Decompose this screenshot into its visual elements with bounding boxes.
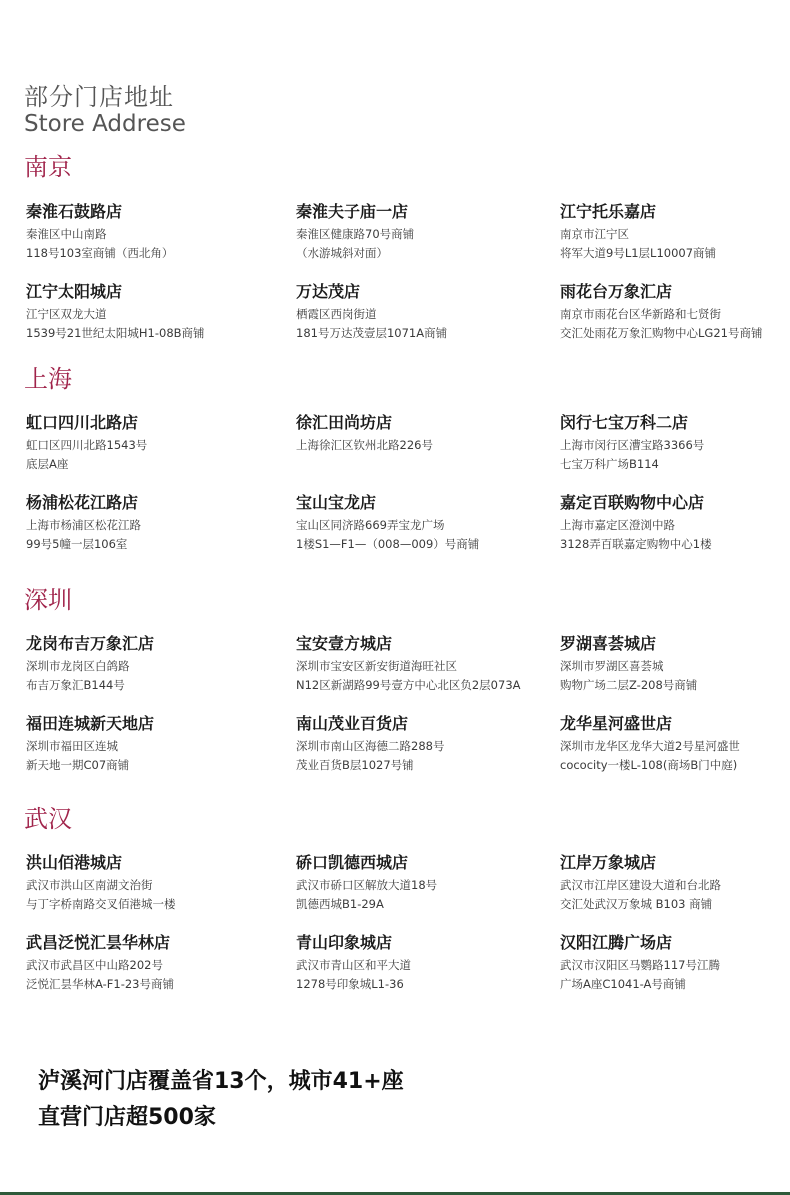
store-name: 龙华星河盛世店 — [560, 714, 673, 733]
store-name: 万达茂店 — [296, 282, 361, 301]
store-name: 武昌泛悦汇昙华林店 — [26, 933, 171, 952]
store-item — [560, 201, 790, 263]
store-address-line1: 武汉市洪山区南湖文治街 — [26, 878, 153, 892]
store-address-line1: 秦淮区健康路70号商铺 — [296, 227, 415, 241]
store-address-line1: 武汉市汉阳区马鹦路117号江腾 — [560, 958, 720, 972]
footer-line-store-count: 直营门店超500家 — [38, 1105, 216, 1130]
store-address-line1: 江宁区双龙大道 — [26, 307, 107, 321]
store-address-line1: 深圳市南山区海德二路288号 — [296, 739, 445, 753]
store-address-line2: 新天地一期C07商铺 — [26, 758, 130, 772]
store-name: 龙岗布吉万象汇店 — [26, 634, 155, 653]
store-item — [296, 492, 536, 554]
store-address-line1: 秦淮区中山南路 — [26, 227, 107, 241]
store-name: 宝安壹方城店 — [296, 634, 393, 653]
store-item — [296, 932, 536, 994]
store-name: 徐汇田尚坊店 — [296, 413, 393, 432]
store-address-line1: 上海市闵行区漕宝路3366号 — [560, 438, 705, 452]
city-heading-wuhan: 武汉 — [24, 805, 72, 833]
store-item — [26, 932, 266, 994]
store-item — [560, 713, 790, 775]
store-name: 洪山佰港城店 — [26, 853, 123, 872]
store-address-line2: 与丁字桥南路交叉佰港城一楼 — [26, 897, 176, 911]
store-address-line2: 1278号印象城L1-36 — [296, 977, 404, 991]
footer-line-coverage: 泸溪河门店覆盖省13个，城市41+座 — [38, 1069, 404, 1094]
store-address-line1: 武汉市硚口区解放大道18号 — [296, 878, 438, 892]
store-address-line1: 深圳市龙岗区白鸽路 — [26, 659, 130, 673]
store-item — [26, 633, 266, 695]
store-address-line1: 宝山区同济路669弄宝龙广场 — [296, 518, 445, 532]
store-item — [296, 852, 536, 914]
store-item — [26, 412, 266, 474]
store-name: 江岸万象城店 — [560, 853, 657, 872]
store-address-line2: 底层A座 — [26, 457, 69, 471]
store-address-line1: 上海徐汇区钦州北路226号 — [296, 438, 433, 452]
store-address-line2: 99号5幢一层106室 — [26, 537, 128, 551]
store-address-line1: 上海市杨浦区松花江路 — [26, 518, 141, 532]
page-title-cn: 部分门店地址 — [24, 83, 174, 111]
store-address-line1: 武汉市青山区和平大道 — [296, 958, 411, 972]
city-heading-nanjing: 南京 — [24, 153, 72, 181]
store-name: 雨花台万象汇店 — [560, 282, 673, 301]
store-item — [296, 633, 536, 695]
store-name: 杨浦松花江路店 — [26, 493, 139, 512]
store-address-line2: 七宝万科广场B114 — [560, 457, 659, 471]
store-item — [560, 412, 790, 474]
store-address-line2: 泛悦汇昙华林A-F1-23号商铺 — [26, 977, 174, 991]
store-address-line2: 凯德西城B1-29A — [296, 897, 384, 911]
store-name: 汉阳江腾广场店 — [560, 933, 673, 952]
store-name: 福田连城新天地店 — [26, 714, 155, 733]
store-name: 青山印象城店 — [296, 933, 393, 952]
store-address-line1: 栖霞区西岗街道 — [296, 307, 377, 321]
store-address-line2: 交汇处雨花万象汇购物中心LG21号商铺 — [560, 326, 763, 340]
store-address-line2: 将军大道9号L1层L10007商铺 — [560, 246, 717, 260]
store-item — [26, 281, 266, 343]
city-heading-shanghai: 上海 — [24, 365, 72, 393]
page-header — [24, 82, 186, 138]
footer-summary — [38, 1064, 404, 1136]
store-item — [296, 281, 536, 343]
store-address-line1: 虹口区四川北路1543号 — [26, 438, 148, 452]
store-address-line2: N12区新湖路99号壹方中心北区负2层073A — [296, 678, 521, 692]
store-name: 秦淮夫子庙一店 — [296, 202, 409, 221]
store-item — [296, 412, 536, 455]
store-item — [560, 852, 790, 914]
store-address-line1: 深圳市宝安区新安街道海旺社区 — [296, 659, 457, 673]
store-name: 罗湖喜荟城店 — [560, 634, 657, 653]
store-address-line1: 南京市雨花台区华新路和七贤街 — [560, 307, 721, 321]
store-name: 虹口四川北路店 — [26, 413, 139, 432]
store-address-line2: 118号103室商铺（西北角） — [26, 246, 174, 260]
store-address-line1: 南京市江宁区 — [560, 227, 629, 241]
store-item — [26, 492, 266, 554]
store-address-line1: 深圳市福田区连城 — [26, 739, 118, 753]
store-name: 江宁托乐嘉店 — [560, 202, 657, 221]
store-name: 江宁太阳城店 — [26, 282, 123, 301]
store-address-line2: 广场A座C1041-A号商铺 — [560, 977, 686, 991]
store-item — [296, 713, 536, 775]
store-name: 南山茂业百货店 — [296, 714, 409, 733]
store-address-line2: 1539号21世纪太阳城H1-08B商铺 — [26, 326, 205, 340]
store-address-line2: 181号万达茂壹层1071A商铺 — [296, 326, 448, 340]
store-name: 秦淮石鼓路店 — [26, 202, 123, 221]
store-address-line1: 上海市嘉定区澄浏中路 — [560, 518, 675, 532]
store-item — [26, 713, 266, 775]
store-name: 硚口凯德西城店 — [296, 853, 409, 872]
store-address-line1: 深圳市罗湖区喜荟城 — [560, 659, 664, 673]
store-item — [560, 932, 790, 994]
store-address-line2: 购物广场二层Z-208号商铺 — [560, 678, 698, 692]
store-address-line2: 3128弄百联嘉定购物中心1楼 — [560, 537, 712, 551]
store-item — [296, 201, 536, 263]
store-name: 嘉定百联购物中心店 — [560, 493, 705, 512]
store-address-line2: 布吉万象汇B144号 — [26, 678, 125, 692]
store-address-line2: 1楼S1—F1—（008—009）号商铺 — [296, 537, 480, 551]
store-item — [26, 852, 266, 914]
store-name: 宝山宝龙店 — [296, 493, 377, 512]
store-address-line2: cococity一楼L-108(商场B门中庭) — [560, 758, 738, 772]
store-item — [26, 201, 266, 263]
page-title-en: Store Addrese — [24, 111, 186, 137]
store-address-line2: （水游城斜对面） — [296, 246, 388, 260]
store-address-line1: 武汉市江岸区建设大道和台北路 — [560, 878, 721, 892]
store-address-line1: 深圳市龙华区龙华大道2号星河盛世 — [560, 739, 740, 753]
store-item — [560, 281, 790, 343]
city-heading-shenzhen: 深圳 — [24, 586, 72, 614]
store-item — [560, 492, 790, 554]
store-address-line2: 交汇处武汉万象城 B103 商铺 — [560, 897, 713, 911]
store-address-line2: 茂业百货B层1027号铺 — [296, 758, 414, 772]
store-item — [560, 633, 790, 695]
store-name: 闵行七宝万科二店 — [560, 413, 689, 432]
store-address-line1: 武汉市武昌区中山路202号 — [26, 958, 163, 972]
